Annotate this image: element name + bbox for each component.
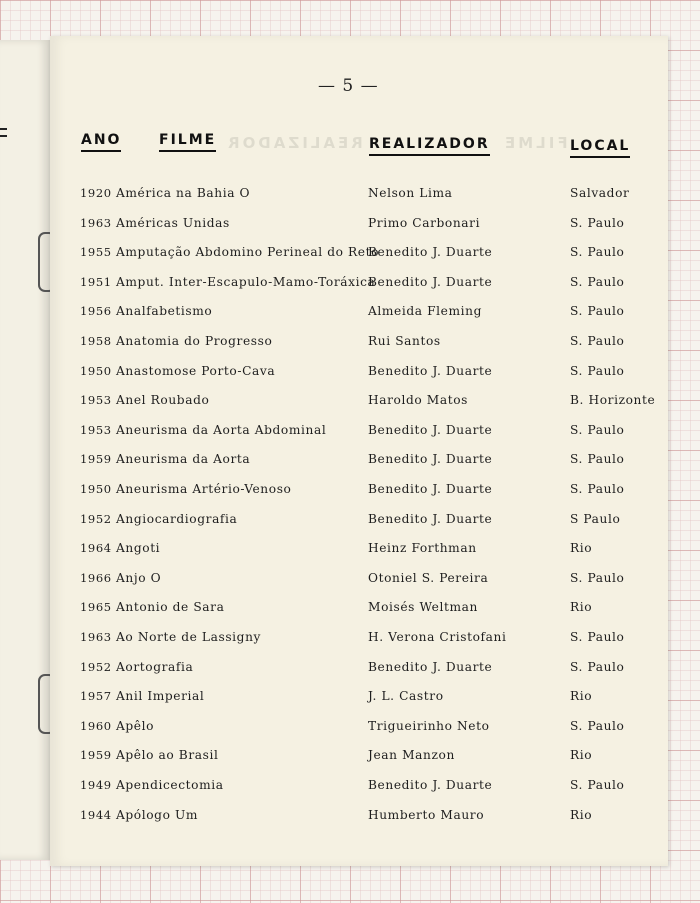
- film-row: [0, 482, 700, 502]
- year-cell: 1963: [80, 215, 112, 230]
- location-cell: S. Paulo: [570, 215, 625, 230]
- film-title-cell: Anjo O: [116, 570, 162, 585]
- location-cell: S. Paulo: [570, 334, 625, 348]
- film-row: [0, 512, 700, 532]
- location-cell: Rio: [570, 541, 593, 556]
- director-cell: Jean Manzon: [368, 748, 455, 763]
- film-title-cell: Antonio de Sara: [116, 600, 225, 615]
- year-cell: 1950: [80, 363, 112, 378]
- director-cell: Benedito J. Duarte: [368, 482, 493, 496]
- film-title-cell: Amputação Abdomino Perineal do Reto: [116, 245, 380, 260]
- film-row: [0, 571, 700, 591]
- year-cell: 1944: [80, 807, 112, 822]
- show-through-header-left: REALIZADOR: [225, 134, 363, 152]
- director-cell: Primo Carbonari: [368, 215, 481, 230]
- location-cell: S Paulo: [570, 511, 621, 526]
- director-cell: H. Verona Cristofani: [368, 630, 507, 644]
- film-title-cell: América na Bahia O: [116, 186, 251, 200]
- location-cell: S. Paulo: [570, 452, 625, 467]
- director-cell: Moisés Weltman: [368, 600, 478, 615]
- location-cell: S. Paulo: [570, 422, 625, 437]
- location-cell: S. Paulo: [570, 659, 625, 674]
- film-row: [0, 304, 700, 324]
- year-cell: 1956: [80, 304, 112, 319]
- film-title-cell: Anatomia do Progresso: [116, 334, 273, 348]
- film-title-cell: Angiocardiografia: [116, 511, 238, 526]
- year-cell: 1953: [80, 422, 112, 437]
- film-row: [0, 808, 700, 828]
- director-cell: Nelson Lima: [368, 186, 453, 200]
- film-row: [0, 660, 700, 680]
- film-row: [0, 541, 700, 561]
- film-row: [0, 748, 700, 768]
- film-row: [0, 719, 700, 739]
- director-cell: J. L. Castro: [368, 689, 444, 704]
- director-cell: Haroldo Matos: [368, 393, 469, 408]
- year-cell: 1951: [80, 274, 112, 289]
- year-cell: 1963: [80, 630, 112, 644]
- year-cell: 1965: [80, 600, 112, 615]
- year-cell: 1955: [80, 245, 112, 260]
- director-cell: Benedito J. Duarte: [368, 452, 493, 467]
- location-cell: B. Horizonte: [570, 393, 656, 408]
- year-cell: 1953: [80, 393, 112, 408]
- film-title-cell: Anel Roubado: [116, 393, 210, 408]
- film-row: [0, 689, 700, 709]
- director-cell: Benedito J. Duarte: [368, 422, 493, 437]
- location-cell: S. Paulo: [570, 245, 625, 260]
- director-cell: Benedito J. Duarte: [368, 659, 493, 674]
- film-row: [0, 423, 700, 443]
- location-cell: Rio: [570, 689, 593, 704]
- film-title-cell: Anil Imperial: [116, 689, 205, 704]
- location-cell: Salvador: [570, 186, 630, 200]
- film-row: [0, 275, 700, 295]
- film-title-cell: Analfabetismo: [116, 304, 213, 319]
- director-cell: Benedito J. Duarte: [368, 274, 493, 289]
- location-cell: Rio: [570, 600, 593, 615]
- column-header-local: LOCAL: [570, 138, 630, 158]
- year-cell: 1920: [80, 186, 112, 200]
- column-header-realizador: REALIZADOR: [369, 136, 490, 156]
- film-row: [0, 364, 700, 384]
- year-cell: 1964: [80, 541, 112, 556]
- director-cell: Benedito J. Duarte: [368, 511, 493, 526]
- booklet-page: [50, 36, 668, 866]
- previous-page-header-fragment: [0, 128, 7, 137]
- year-cell: 1960: [80, 718, 112, 733]
- film-row: [0, 245, 700, 265]
- film-title-cell: Apêlo: [116, 718, 155, 733]
- location-cell: Rio: [570, 807, 593, 822]
- film-row: [0, 778, 700, 798]
- location-cell: S. Paulo: [570, 363, 625, 378]
- film-row: [0, 216, 700, 236]
- film-title-cell: Aneurisma da Aorta Abdominal: [116, 422, 327, 437]
- year-cell: 1950: [80, 482, 112, 496]
- director-cell: Heinz Forthman: [368, 541, 477, 556]
- film-title-cell: Américas Unidas: [116, 215, 230, 230]
- location-cell: S. Paulo: [570, 304, 625, 319]
- film-title-cell: Amput. Inter-Escapulo-Mamo-Toráxica: [116, 274, 376, 289]
- director-cell: Benedito J. Duarte: [368, 363, 493, 378]
- director-cell: Otoniel S. Pereira: [368, 570, 489, 585]
- year-cell: 1959: [80, 748, 112, 763]
- film-title-cell: Apêlo ao Brasil: [116, 748, 219, 763]
- year-cell: 1958: [80, 334, 112, 348]
- film-title-cell: Aortografia: [116, 659, 194, 674]
- year-cell: 1952: [80, 511, 112, 526]
- director-cell: Benedito J. Duarte: [368, 778, 493, 792]
- location-cell: Rio: [570, 748, 593, 763]
- film-title-cell: Apólogo Um: [116, 807, 199, 822]
- film-row: [0, 452, 700, 472]
- director-cell: Trigueirinho Neto: [368, 718, 490, 733]
- film-row: [0, 393, 700, 413]
- film-row: [0, 186, 700, 206]
- director-cell: Rui Santos: [368, 334, 441, 348]
- director-cell: Humberto Mauro: [368, 807, 485, 822]
- location-cell: S. Paulo: [570, 630, 625, 644]
- film-row: [0, 630, 700, 650]
- column-header-filme: FILME: [159, 132, 216, 152]
- column-header-ano: ANO: [81, 132, 121, 152]
- film-row: [0, 334, 700, 354]
- film-title-cell: Angoti: [116, 541, 161, 556]
- director-cell: Benedito J. Duarte: [368, 245, 493, 260]
- film-title-cell: Apendicectomia: [116, 778, 224, 792]
- location-cell: S. Paulo: [570, 570, 625, 585]
- page-number: — 5 —: [318, 76, 379, 96]
- location-cell: S. Paulo: [570, 718, 625, 733]
- year-cell: 1952: [80, 659, 112, 674]
- film-title-cell: Ao Norte de Lassigny: [116, 630, 262, 644]
- year-cell: 1949: [80, 778, 112, 792]
- year-cell: 1957: [80, 689, 112, 704]
- film-title-cell: Aneurisma da Aorta: [116, 452, 251, 467]
- director-cell: Almeida Fleming: [368, 304, 482, 319]
- location-cell: S. Paulo: [570, 274, 625, 289]
- film-row: [0, 600, 700, 620]
- show-through-header-right: FILME: [502, 134, 568, 152]
- film-title-cell: Aneurisma Artério-Venoso: [116, 482, 292, 496]
- year-cell: 1959: [80, 452, 112, 467]
- location-cell: S. Paulo: [570, 778, 625, 792]
- location-cell: S. Paulo: [570, 482, 625, 496]
- year-cell: 1966: [80, 570, 112, 585]
- film-title-cell: Anastomose Porto-Cava: [116, 363, 276, 378]
